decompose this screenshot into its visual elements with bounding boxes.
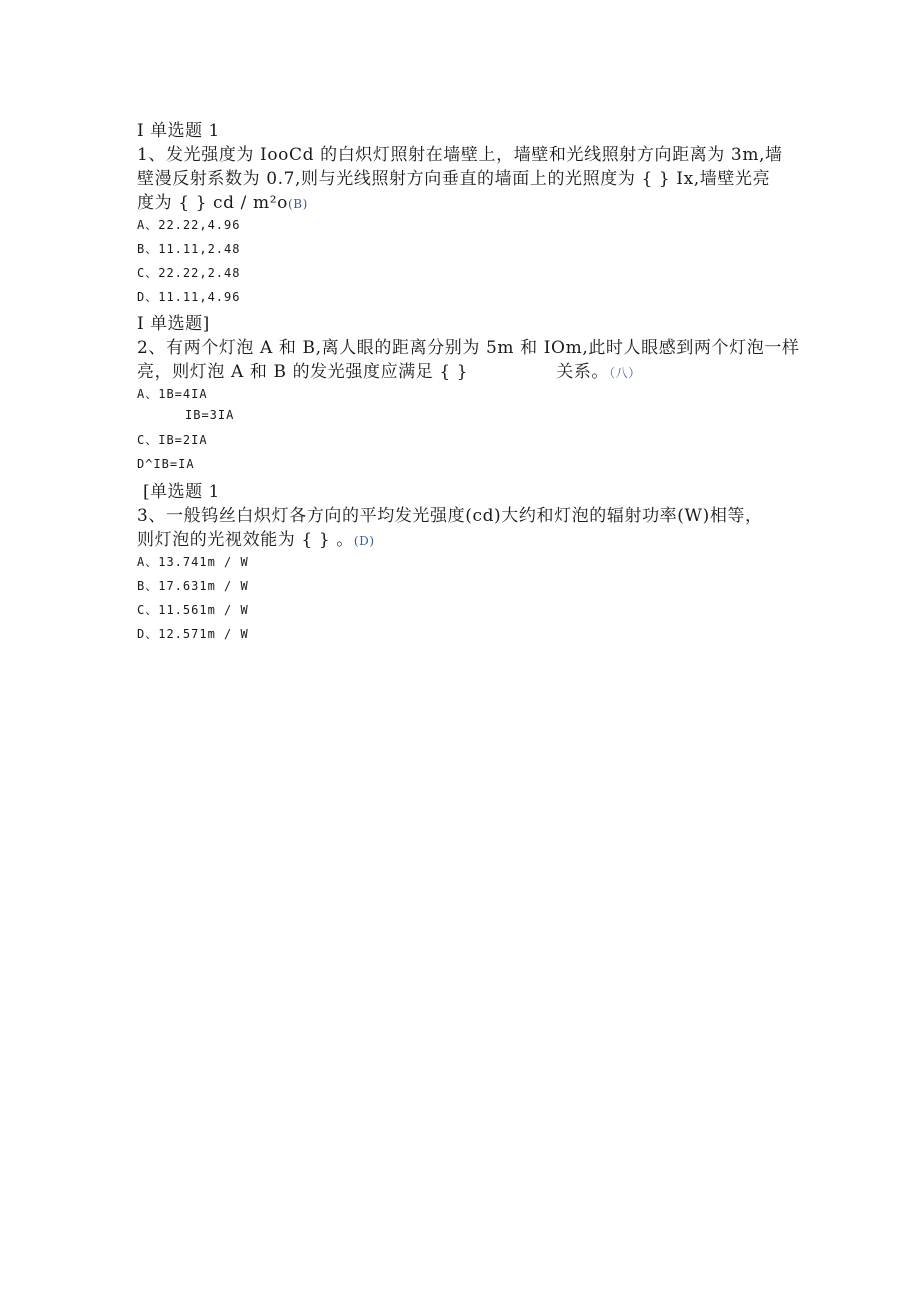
q3-option-b: B、17.631m / W bbox=[137, 579, 249, 593]
q2-stem-line1: 2、有两个灯泡 A 和 B,离人眼的距离分别为 5m 和 IOm,此时人眼感到两个灯泡一样 bbox=[137, 338, 800, 358]
q1-option-a: A、22.22,4.96 bbox=[137, 218, 241, 232]
q1-option-d: D、11.11,4.96 bbox=[137, 290, 241, 304]
q1-stem-line3 bbox=[137, 188, 308, 213]
q3-heading: [单选题 1 bbox=[143, 482, 220, 502]
q3-stem-line2 bbox=[137, 525, 375, 550]
q1-option-b: B、11.11,2.48 bbox=[137, 242, 241, 256]
q2-stem-line2-text: 亮，则灯泡 A 和 B 的发光强度应满足 { } bbox=[137, 362, 469, 382]
q1-option-c: C、22.22,2.48 bbox=[137, 266, 241, 280]
q2-option-c: C、IB=2IA bbox=[137, 433, 208, 447]
q1-heading: I 单选题 1 bbox=[137, 121, 220, 141]
q2-stem-line2-tail: 关系。 bbox=[556, 362, 610, 382]
q2-heading: I 单选题] bbox=[137, 314, 210, 334]
q3-option-a: A、13.741m / W bbox=[137, 555, 249, 569]
q2-option-b: IB=3IA bbox=[185, 408, 235, 422]
q1-stem-line1: 1、发光强度为 IooCd 的白炽灯照射在墙壁上，墙壁和光线照射方向距离为 3m,墙 bbox=[137, 145, 783, 165]
q3-stem-line1: 3、一般钨丝白炽灯各方向的平均发光强度(cd)大约和灯泡的辐射功率(W)相等， bbox=[137, 506, 763, 526]
q1-answer: (B) bbox=[287, 197, 308, 211]
q3-option-c: C、11.561m / W bbox=[137, 603, 249, 617]
q3-stem-line2-text: 则灯泡的光视效能为 { } 。 bbox=[137, 530, 354, 550]
q2-option-a: A、1B=4IA bbox=[137, 387, 208, 401]
q2-option-d: D^IB=IA bbox=[137, 457, 195, 471]
q1-stem-line2: 壁漫反射系数为 0.7,则与光线照射方向垂直的墙面上的光照度为 { } Ix,墙壁光亮 bbox=[137, 169, 771, 189]
q2-answer: （八） bbox=[609, 366, 641, 380]
q3-option-d: D、12.571m / W bbox=[137, 627, 249, 641]
q1-stem-line3-text: 度为 { } cd / m²o bbox=[137, 193, 288, 213]
q3-answer: (D) bbox=[353, 534, 375, 548]
q2-stem-line2 bbox=[137, 357, 641, 382]
